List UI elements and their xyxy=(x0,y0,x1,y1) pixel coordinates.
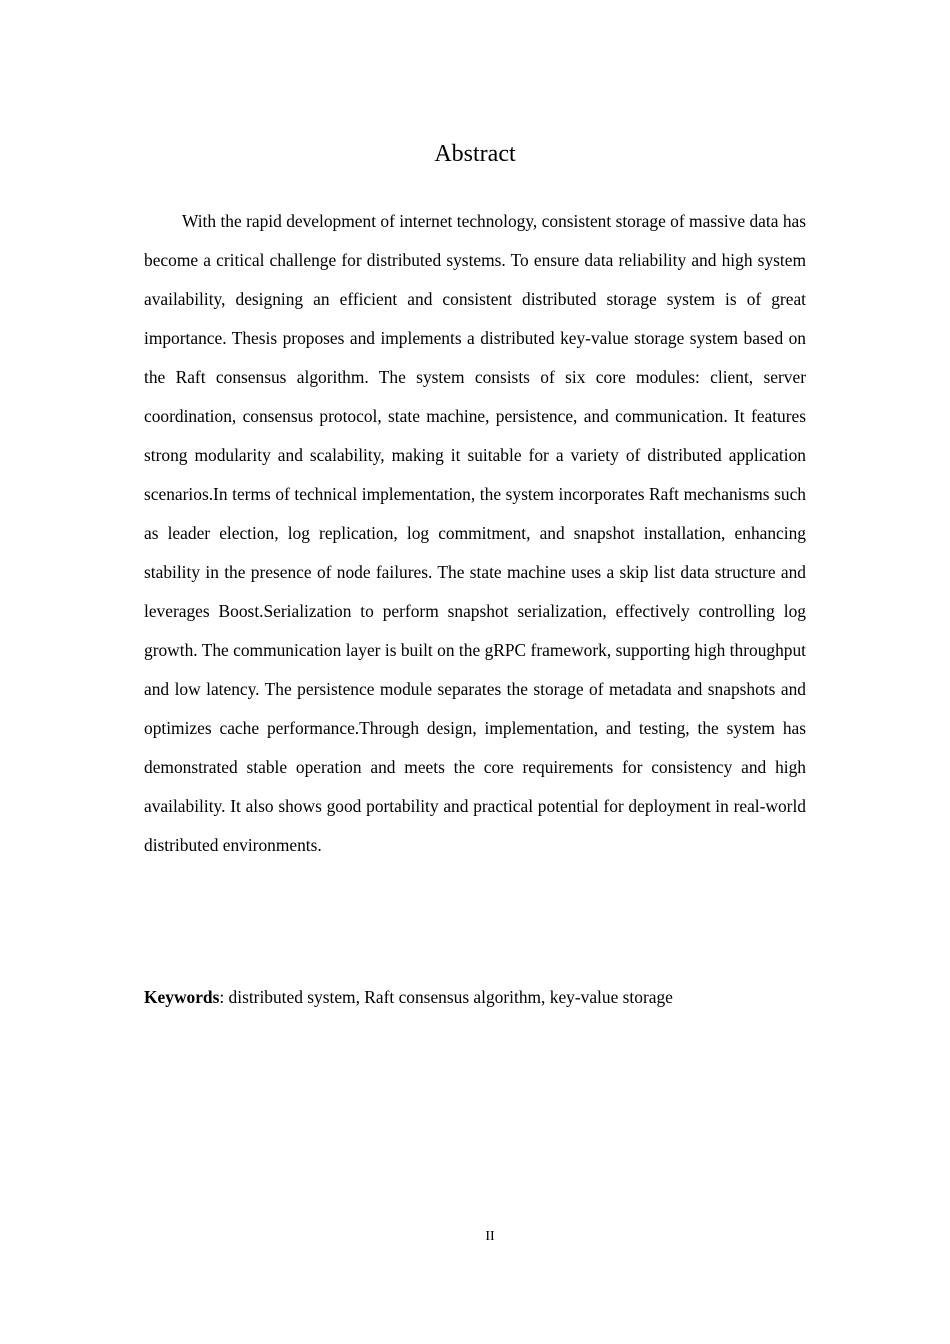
abstract-body: With the rapid development of internet technology, consistent storage of massive data has become a critical challenge for distributed systems. To ensure data reliability and high system availability, designing an efficient and consistent distributed storage system is of great importance. Thesis proposes and implements a distributed key-value storage system based on the Raft consensus algorithm. The system consists of six core modules: client, server coordination, consensus protocol, state machine, persistence, and communication. It features strong modularity and scalability, making it suitable for a variety of distributed application scenarios.In terms of technical implementation, the system incorporates Raft mechanisms such as leader election, log replication, log commitment, and snapshot installation, enhancing stability in the presence of node failures. The state machine uses a skip list data structure and leverages Boost.Serialization to perform snapshot serialization, effectively controlling log growth. The communication layer is built on the gRPC framework, supporting high throughput and low latency. The persistence module separates the storage of metadata and snapshots and optimizes cache performance.Through design, implementation, and testing, the system has demonstrated stable operation and meets the core requirements for consistency and high availability. It also shows good portability and practical potential for deployment in real-world distributed environments. xyxy=(144,211,806,855)
page-number: II xyxy=(485,1229,495,1244)
abstract-title: Abstract xyxy=(434,141,516,167)
keywords-list: : distributed system, Raft consensus algorithm, key-value storage xyxy=(219,987,673,1007)
keywords-label: Keywords xyxy=(144,987,220,1007)
keywords-line xyxy=(144,982,806,1012)
